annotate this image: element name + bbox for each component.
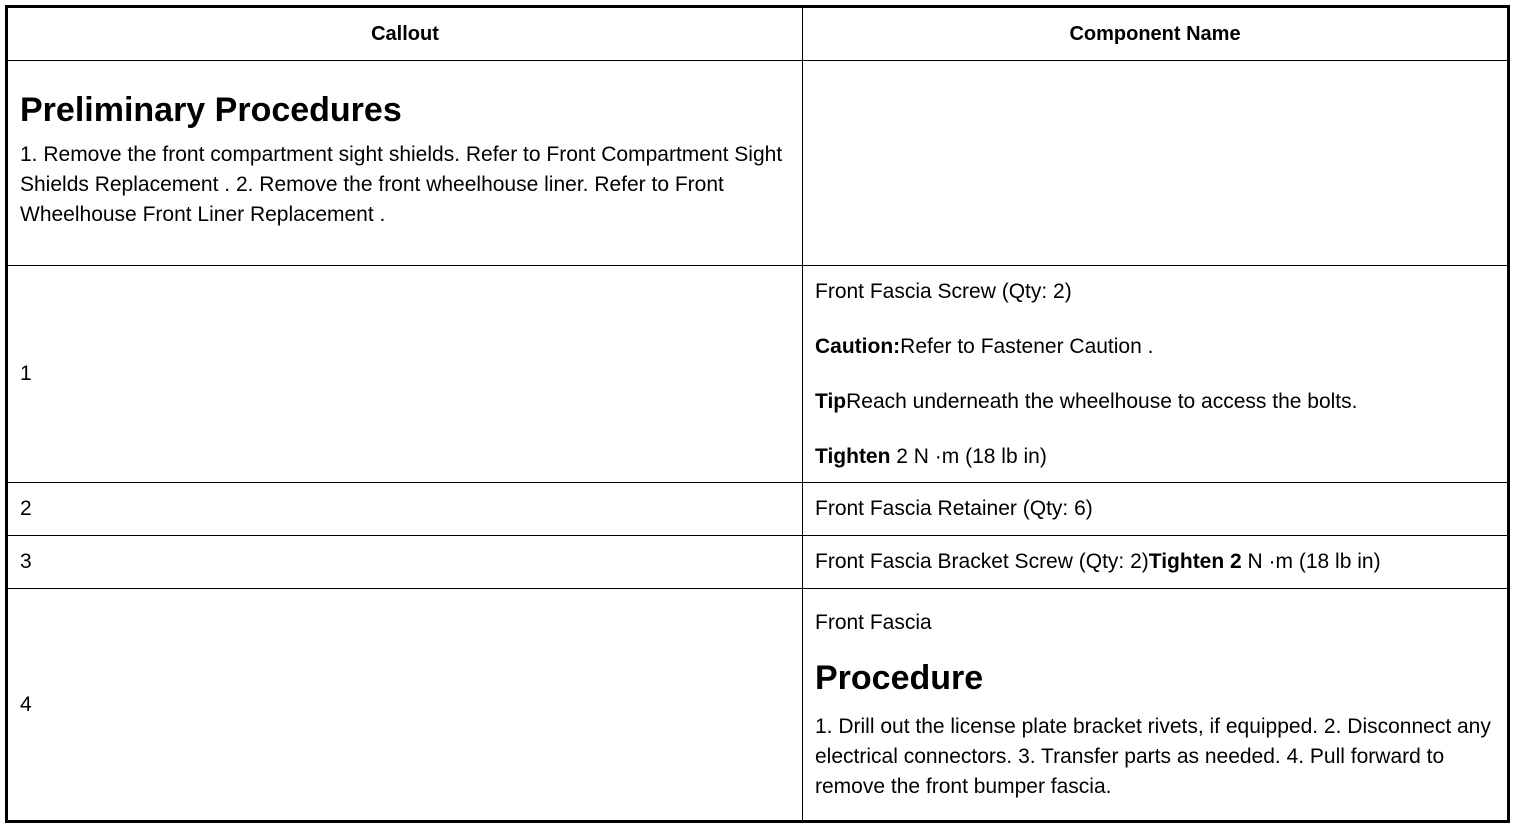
preliminary-heading: Preliminary Procedures [20,91,402,129]
component-cell: Front Fascia Retainer (Qty: 6) [803,483,1509,536]
component-cell [803,266,1509,483]
table-row [7,536,1509,589]
preliminary-cell [7,61,803,266]
caution-note [815,332,1495,362]
preliminary-text: 1. Remove the front compartment sight shields. Refer to Front Compartment Sight Shields Replacement . 2. Remove the front wheelhouse liner. Refer to Front Wheelhouse Front Liner Replacement . [20,143,783,226]
header-callout: Callout [7,7,803,61]
tighten-value: 2 N ·m (18 lb in) [890,444,1047,468]
callout-cell: 1 [7,266,803,483]
caution-label: Caution: [815,334,901,358]
table-row [7,483,1509,536]
table-header-row [7,7,1509,61]
preliminary-empty-cell [803,61,1509,266]
table-row [7,589,1509,822]
tip-note [815,387,1495,417]
tighten-label: Tighten 2 [1148,550,1242,573]
procedure-text: 1. Drill out the license plate bracket rivets, if equipped. 2. Disconnect any electrical connectors. 3. Transfer parts as needed. 4. Pull forward to remove the front bumper fascia. [815,714,1491,798]
callout-cell: 3 [7,536,803,589]
tip-text: Reach underneath the wheelhouse to access the bolts. [846,389,1358,413]
component-name: Front Fascia [815,610,932,634]
callout-cell: 4 [7,589,803,822]
component-name: Front Fascia Bracket Screw (Qty: 2) [815,550,1149,573]
component-name: Front Fascia Screw (Qty: 2) [815,279,1072,303]
component-cell [803,536,1509,589]
header-component-name: Component Name [803,7,1509,61]
callout-cell: 2 [7,483,803,536]
tighten-value: N ·m (18 lb in) [1241,550,1381,573]
table-row-preliminary [7,61,1509,266]
torque-spec [815,442,1495,472]
tighten-label: Tighten [815,444,891,468]
caution-text: Refer to Fastener Caution . [900,334,1154,358]
table-row [7,266,1509,483]
procedure-heading: Procedure [815,658,984,697]
component-cell [803,589,1509,822]
tip-label: Tip [815,389,847,413]
component-table [5,5,1510,823]
